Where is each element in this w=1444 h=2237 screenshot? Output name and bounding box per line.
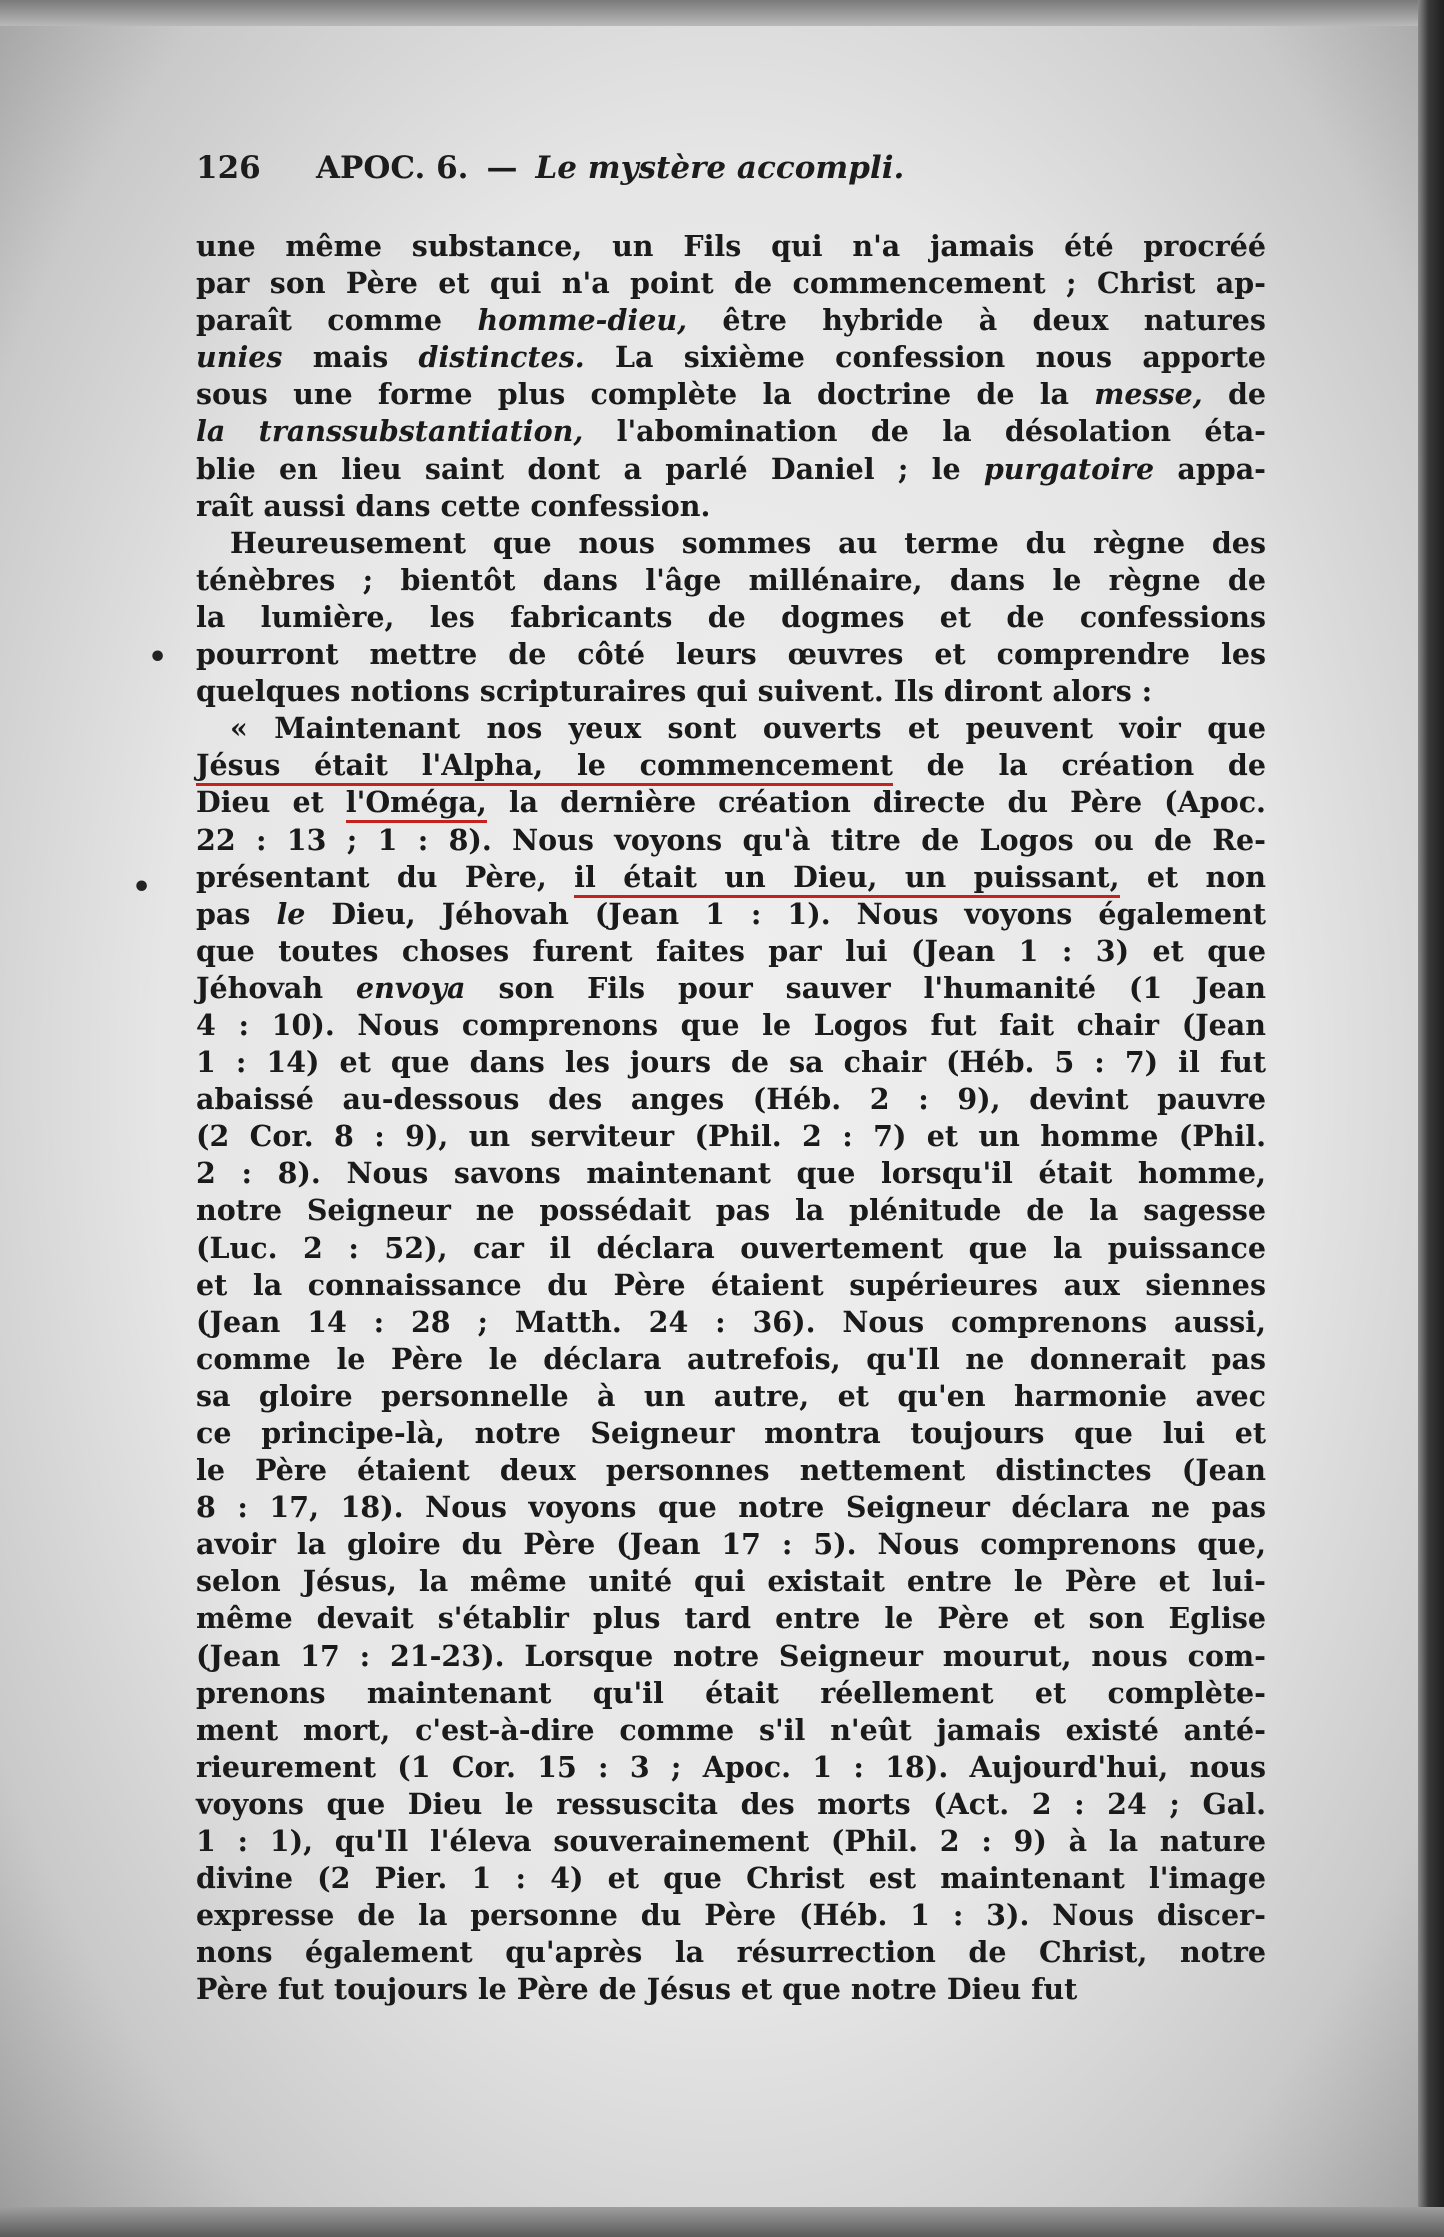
text-line [196, 970, 1266, 1007]
text-run: quelques notions scripturaires qui suivent. Ils diront alors : [196, 674, 1153, 709]
italic-run: unies [196, 340, 283, 375]
text-run: de [1202, 377, 1266, 412]
text-line [196, 265, 1266, 302]
text-run: paraît comme [196, 303, 478, 338]
scan-shadow-right [1418, 0, 1444, 2237]
paragraph-1 [196, 228, 1266, 525]
text-run: 22 : 13 ; 1 : 8). Nous voyons qu'à titre de Logos ou de Re- [196, 822, 1266, 857]
text-line [196, 1452, 1266, 1489]
italic-run: distinctes. [418, 340, 585, 375]
text-run: ment mort, c'est-à-dire comme s'il n'eût jamais existé anté- [196, 1712, 1266, 1747]
text-run: « Maintenant nos yeux sont ouverts et peuvent voir que [230, 711, 1266, 746]
text-run: selon Jésus, la même unité qui existait entre le Père et lui- [196, 1564, 1266, 1599]
text-run: ténèbres ; bientôt dans l'âge millénaire, dans le règne de [196, 562, 1266, 597]
text-run: raît aussi dans cette confession. [196, 488, 711, 523]
italic-run: messe, [1094, 377, 1203, 412]
text-line [196, 376, 1266, 413]
text-line [196, 1897, 1266, 1934]
text-line [196, 451, 1266, 488]
text-line [196, 302, 1266, 339]
text-run: sa gloire personnelle à un autre, et qu'en harmonie avec [196, 1378, 1266, 1413]
text-run: (Luc. 2 : 52), car il déclara ouvertement que la puissance [196, 1230, 1266, 1265]
text-line [196, 1749, 1266, 1786]
running-head [196, 150, 1286, 186]
text-run: voyons que Dieu le ressuscita des morts (Act. 2 : 24 ; Gal. [196, 1786, 1266, 1821]
text-run: Heureusement que nous sommes au terme du règne des [230, 525, 1266, 560]
text-run: comme le Père le déclara autrefois, qu'Il ne donnerait pas [196, 1341, 1266, 1376]
text-line [196, 1786, 1266, 1823]
text-line [196, 1600, 1266, 1637]
text-run: (Jean 14 : 28 ; Matth. 24 : 36). Nous comprenons aussi, [196, 1304, 1266, 1339]
text-run: pas [196, 896, 277, 931]
text-run: et non [1119, 859, 1267, 894]
text-line [196, 1044, 1266, 1081]
text-line [196, 1378, 1266, 1415]
scan-shadow-top [0, 0, 1444, 26]
text-run: le Père étaient deux personnes nettement distinctes (Jean [196, 1453, 1266, 1488]
red-underlined-run: l'Oméga, [346, 785, 487, 823]
text-run: nons également qu'après la résurrection de Christ, notre [196, 1935, 1266, 1970]
text-run: même devait s'établir plus tard entre le Père et son Eglise [196, 1601, 1266, 1636]
text-line [196, 1007, 1266, 1044]
text-run: 1 : 14) et que dans les jours de sa chair (Héb. 5 : 7) il fut [196, 1045, 1266, 1080]
text-run: la dernière création directe du Père (Apoc. [486, 785, 1266, 820]
text-line [196, 673, 1266, 710]
text-line [196, 747, 1266, 784]
text-run: avoir la gloire du Père (Jean 17 : 5). Nous comprenons que, [196, 1527, 1266, 1562]
text-run: (Jean 17 : 21-23). Lorsque notre Seigneur mourut, nous com- [196, 1638, 1266, 1673]
text-line [196, 1118, 1266, 1155]
italic-run: envoya [356, 970, 466, 1005]
text-line [196, 1823, 1266, 1860]
text-run: La sixième confession nous apporte [584, 340, 1266, 375]
red-underlined-run: Jésus était l'Alpha, le commencement [196, 748, 893, 786]
text-line [196, 1971, 1266, 2008]
text-line [196, 1526, 1266, 1563]
text-line [196, 1712, 1266, 1749]
text-run: 2 : 8). Nous savons maintenant que lorsqu'il était homme, [196, 1156, 1266, 1191]
text-line [196, 1638, 1266, 1675]
text-line [196, 562, 1266, 599]
text-run: sous une forme plus complète la doctrine de la [196, 377, 1095, 412]
text-run: Dieu, Jéhovah (Jean 1 : 1). Nous voyons également [305, 896, 1266, 931]
text-run: appa- [1154, 451, 1266, 486]
text-line [196, 1860, 1266, 1897]
page-number: 126 [196, 150, 261, 186]
text-run: être hybride à deux natures [687, 303, 1266, 338]
italic-run: le [276, 896, 306, 931]
text-run: la lumière, les fabricants de dogmes et de confessions [196, 599, 1266, 634]
text-run: Dieu et [196, 785, 346, 820]
paragraph-3 [196, 710, 1266, 2008]
text-line [196, 784, 1266, 821]
text-run: rieurement (1 Cor. 15 : 3 ; Apoc. 1 : 18). Aujourd'hui, nous [196, 1749, 1266, 1784]
text-line [196, 710, 1266, 747]
text-run: notre Seigneur ne possédait pas la plénitude de la sagesse [196, 1193, 1266, 1228]
text-run: 8 : 17, 18). Nous voyons que notre Seigneur déclara ne pas [196, 1490, 1266, 1525]
text-line [196, 1934, 1266, 1971]
text-line [196, 1155, 1266, 1192]
text-run: une même substance, un Fils qui n'a jamais été procréé [196, 229, 1266, 263]
text-line [196, 339, 1266, 376]
text-run: prenons maintenant qu'il était réellement et complète- [196, 1675, 1266, 1710]
text-run: divine (2 Pier. 1 : 4) et que Christ est maintenant l'image [196, 1861, 1266, 1896]
italic-run: purgatoire [983, 451, 1155, 486]
chapter-title: Le mystère accompli. [535, 150, 905, 186]
text-line [196, 859, 1266, 896]
header-separator: — [486, 150, 518, 186]
text-run: 1 : 1), qu'Il l'éleva souverainement (Phil. 2 : 9) à la nature [196, 1824, 1266, 1859]
margin-dot-2: • [132, 870, 152, 905]
text-line [196, 1267, 1266, 1304]
text-line [196, 599, 1266, 636]
text-line [196, 1230, 1266, 1267]
text-run: expresse de la personne du Père (Héb. 1 : 3). Nous discer- [196, 1898, 1266, 1933]
text-run: par son Père et qui n'a point de commencement ; Christ ap- [196, 266, 1266, 301]
text-run: Jéhovah [196, 970, 357, 1005]
text-run: Père fut toujours le Père de Jésus et que notre Dieu fut [196, 1972, 1078, 2007]
text-line [196, 896, 1266, 933]
text-run: mais [282, 340, 419, 375]
italic-run: la transsubstantiation, [196, 414, 584, 449]
text-line [196, 1192, 1266, 1229]
red-underlined-run: il était un Dieu, un puissant, [574, 860, 1119, 898]
text-run: son Fils pour sauver l'humanité (1 Jean [465, 970, 1266, 1005]
text-line [196, 1081, 1266, 1118]
text-line [196, 1489, 1266, 1526]
text-line [196, 933, 1266, 970]
scan-shadow-bottom [0, 2207, 1444, 2237]
text-line [196, 636, 1266, 673]
text-run: 4 : 10). Nous comprenons que le Logos fut fait chair (Jean [196, 1007, 1266, 1042]
text-line [196, 1341, 1266, 1378]
text-run: présentant du Père, [196, 859, 575, 894]
paragraph-2 [196, 525, 1266, 710]
text-run: abaissé au-dessous des anges (Héb. 2 : 9), devint pauvre [196, 1082, 1266, 1117]
italic-run: homme-dieu, [477, 303, 687, 338]
text-line [196, 822, 1266, 859]
text-line [196, 525, 1266, 562]
text-line [196, 1415, 1266, 1452]
text-run: ce principe-là, notre Seigneur montra toujours que lui et [196, 1416, 1266, 1450]
book-reference: APOC. 6. [316, 150, 469, 186]
text-run: que toutes choses furent faites par lui (Jean 1 : 3) et que [196, 933, 1266, 968]
text-line [196, 413, 1266, 450]
text-run: et la connaissance du Père étaient supérieures aux siennes [196, 1267, 1266, 1302]
text-line [196, 228, 1266, 265]
text-run: blie en lieu saint dont a parlé Daniel ; le [196, 451, 984, 486]
text-run: pourront mettre de côté leurs œuvres et comprendre les [196, 637, 1266, 672]
text-line [196, 488, 1266, 525]
text-line [196, 1563, 1266, 1600]
body-text [196, 228, 1266, 2009]
text-line [196, 1675, 1266, 1712]
text-line [196, 1304, 1266, 1341]
text-run: (2 Cor. 8 : 9), un serviteur (Phil. 2 : 7) et un homme (Phil. [196, 1119, 1266, 1154]
text-run: l'abomination de la désolation éta- [583, 414, 1266, 449]
text-run: de la création de [892, 748, 1266, 783]
margin-dot-1: • [148, 640, 168, 675]
